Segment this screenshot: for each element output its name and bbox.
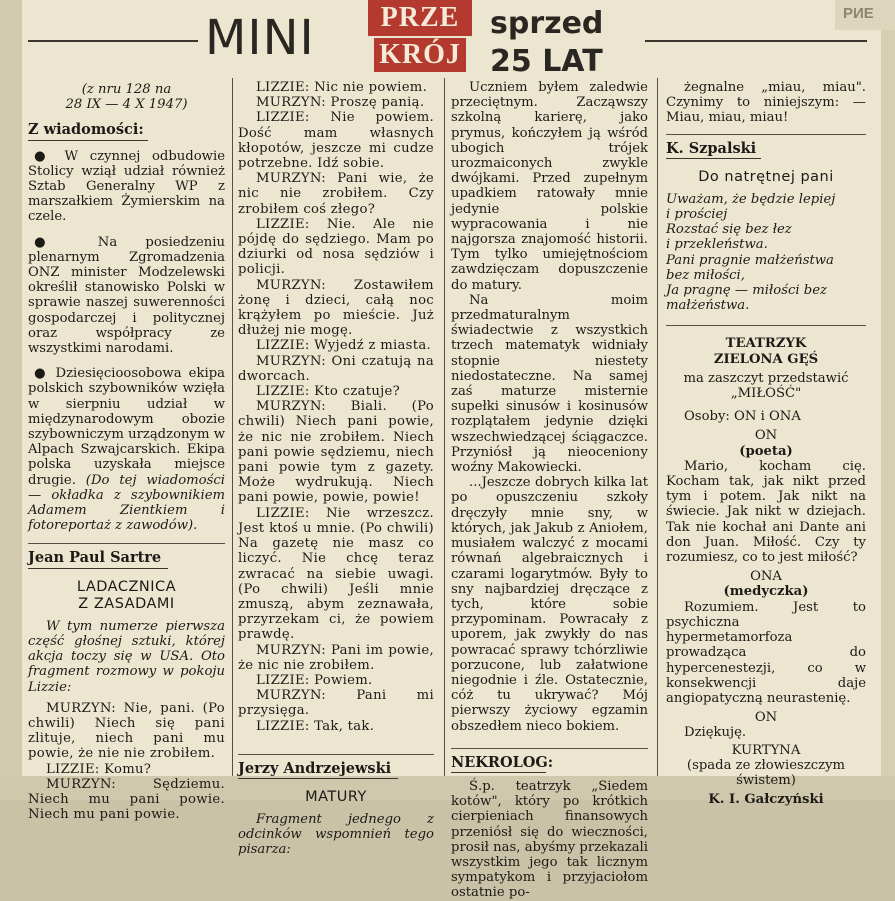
andrzejewski-author: Jerzy Andrzejewski [238,761,398,779]
theatre-name: ZIELONA GĘŚ [713,351,819,367]
speaker-on: ON [754,428,778,444]
poem-line: Ja pragnę — miłości bez [666,283,827,299]
column-3 [451,78,648,901]
on-speech: Mario, kocham cię. Kocham tak, jak nikt przed tym i potem. Jak nikt na świecie. Jak nikt w dziejach. Tak nie kochał ani Dante ani don Juan. Miłość. Czy ty rozumiesz, co to jest miłość? [666,458,866,566]
news-item [28,366,225,533]
play-title: „MIŁOŚĆ" [730,386,802,402]
matury-intro: Fragment jednego z odcinków wspomnień tego pisarza: [238,811,434,858]
dialogue-line: LIZZIE: Nie. Ale nie pójdę do sędziego. Mam po dziurki od nosa sędziów i policji. [238,216,434,278]
dialogue-line: MURZYN: Nie, pani. (Po chwili) Niech się pani zlituje, niech pani mu powie, że nie nie zrobiłem. [28,700,225,762]
masthead-rule-left [28,40,198,42]
poem-line: małżeństwa. [666,298,750,314]
matury-paragraph: Uczniem byłem zaledwie przeciętnym. Zacząwszy szkolną karierę, jako prymus, kończyłem ją wśród ubogich trójek urozmaiconych zwykle dwójkami. Przed zupełnym upadkiem ratowały mnie jedynie polskie wypracowania i nie najgorsza znajomość historii. Tym tylko umiejętnościom zawdzięczam dopuszczenie do matury. [451,80,648,293]
poem-line: Uważam, że będzie lepiej [666,191,836,207]
poem-line: Pani pragnie małżeństwa [666,252,834,268]
poem [666,192,866,314]
column-divider [657,78,658,776]
dialogue-line: MURZYN: Biali. (Po chwili) Niech pani powie, że nic nie zrobiłem. Niech pani powie sędziemu, niech pani powie tym z gazety. Może wydrukują. Niech pani powie, powie, powie! [238,399,434,506]
ona-speech: Rozumiem. Jest to psychiczna hypermetamorfoza prowadząca do hypercenestezji, co w konsekwencji daje angiopatyczną neurastenię. [666,599,866,706]
matury-paragraph: ...Jeszcze dobrych kilka lat po opuszczeniu szkoły dręczyły mnie sny, w których, jak Jakub z Aniołem, musiałem walczyć z mocami równań algebraicznych i czarami logarytmów. Były to sny najbardziej dręczące z tych, które sobie przypominam. Powracały z uporem, jak zwykły do nas powracać sprawy tchórzliwie porzucone, lub załatwione niegodnie i źle. Ostatecznie, cóż tu ukrywać? Mój pierwszy życiowy egzamin obszedłem nieco bokiem. [451,475,648,734]
stage-direction: (spada ze złowieszczym świstem) [686,757,846,788]
kurtyna: KURTYNA [731,742,801,758]
news-item: ● Na posiedzeniu plenarnym Zgromadzenia ONZ minister Modzelewski określił stanowisko Polski w sprawie naszej suwerenności gospodarczej i politycznej oraz współpracy ze wszystkimi narodami. [28,234,225,357]
matury-paragraph: Na moim przedmaturalnym świadectwie z wszystkich trzech matematyk widniały stopnie niestety niedostateczne. Na samej zaś maturze misternie supełki sinusów i kosinusów rozplątałem jedynie dzięki wszechwiedzącej ściągaczce. Przyniósł ją nieocenionу woźny Makowiecki. [451,292,648,476]
section-rule [666,134,866,135]
issue-note: (z nru 128 na [81,82,172,97]
dialogue-line: LIZZIE: Kto czatuje? [256,384,400,400]
masthead-mini: MINI [205,10,315,66]
column-2 [238,78,434,858]
poem-line: i przekleństwa. [666,237,768,253]
poem-line: i prościej [666,207,728,223]
dialogue-line: LIZZIE: Nie wrzeszcz. Jest ktoś u mnie. (Po chwili) Na gazetę nie masz co liczyć. Nie chcę teraz zwracać na siebie uwagi. (Po chwili) Jeśli mnie zmuszą, abym zeznawała, przyrzekam ci, że powiem prawdę. [238,505,434,643]
speaker-ona: ONA [750,569,782,585]
theatre-name: TEATRZYK [725,336,807,352]
news-item: ● W czynnej odbudowie Stolicy wziął udział również Sztab Generalny WP z marszałkiem Żymierskim na czele. [28,148,225,225]
poem-title: Do natrętnej pani [698,168,834,185]
column-divider [444,78,445,776]
section-rule [28,543,225,544]
przekroj-logo [368,0,472,75]
speaker-role: (medyczka) [723,584,809,600]
nekrolog-text: Ś.p. teatrzyk „Siedem kotów", który po krótkich cierpieniach finansowych przeniósł się do wieczności, prosił nas, abyśmy przekazali wszystkim jego tak licznym sympatykom i przyjaciołom ostatnie po- [451,778,648,901]
dialogue-line: MURZYN: Zostawiłem żonę i dzieci, całą noc krążyłem po mieście. Już dłużej nie mogę. [238,277,434,339]
nekrolog-text-continued: żegnalne „miau, miau". Czynimy to niniejszym: — Miau, miau, miau! [666,80,866,126]
section-rule [451,748,648,749]
news-note: (Do tej wiadomości — okładka z szybownikiem Adamem Zientkiem i fotoreportaż z zawodów). [28,472,225,534]
column-divider [232,78,233,776]
logo-top: PRZE [368,0,472,36]
page-right-edge [881,0,895,800]
dialogue-line: MURZYN: Pani im powie, że nic nie zrobiłem. [238,642,434,673]
issue-note: 28 IX — 4 X 1947) [65,97,188,113]
poem-line: Rozstać się bez łez [666,222,792,238]
dialogue-line: LIZZIE: Wyjedź z miasta. [256,338,431,354]
poem-line: bez miłości, [666,267,745,283]
sartre-title: LADACZNICA Z ZASADAMI [76,578,177,612]
section-rule [666,325,866,326]
column-1 [28,78,225,822]
on-reply: Dziękuję. [684,725,747,741]
sartre-author: Jean Paul Sartre [28,550,168,568]
dialogue-line: MURZYN: Sędziemu. Niech mu pani powie. Niech mu pani powie. [28,776,225,823]
masthead-sprzed: sprzed [490,6,604,41]
section-rule [238,754,434,755]
masthead [0,0,895,78]
cast: Osoby: ON i ONA [684,409,801,425]
dialogue-line: MURZYN: Proszę panią. [256,95,425,111]
theatre-presents: ma zaszczyt przedstawić [683,370,849,386]
sartre-intro: W tym numerze pierwsza część głośnej sztuki, której akcja toczy się w USA. Oto fragment rozmowy w pokoju Lizzie: [28,618,225,695]
dialogue-line: LIZZIE: Powiem. [256,672,373,688]
news-heading: Z wiadomości: [28,122,148,140]
nekrolog-heading: NEKROLOG: [451,755,546,773]
column-4 [666,78,866,807]
masthead-rule-right [645,40,867,42]
news-text: ● Dziesięcioosobowa ekipa polskich szybowników wzięła w sierpniu udział w międzynarodowym obozie szybowniczym urządzonym w Alpach Szwajcarskich. Ekipa polska uzyskała miejsce drugie. [28,366,225,488]
szpalski-author: K. Szpalski [666,141,761,159]
matury-title: MATURY [305,788,367,805]
page-left-edge [0,0,22,800]
logo-bottom: KRÓJ [374,38,466,72]
speaker-role: (poeta) [739,443,793,459]
signature: K. I. Gałczyński [708,792,824,808]
edge-fragment: РИЕ [835,0,895,30]
masthead-25-lat: 25 LAT [490,44,603,79]
dialogue-line: MURZYN: Oni czatują na dworcach. [238,353,434,384]
dialogue-line: LIZZIE: Tak, tak. [256,718,375,734]
dialogue-line: MURZYN: Pani mi przysięga. [238,688,434,719]
dialogue-line: LIZZIE: Nic nie powiem. [256,80,428,95]
dialogue-line: LIZZIE: Nie powiem. Dość mam własnych kłopotów, jeszcze mi cudze potrzebne. Idź sobie. [238,110,434,172]
dialogue-line: LIZZIE: Komu? [46,761,152,777]
speaker-on: ON [754,710,778,726]
dialogue-line: MURZYN: Pani wie, że nic nie zrobiłem. Czy zrobiłem coś złego? [238,171,434,217]
